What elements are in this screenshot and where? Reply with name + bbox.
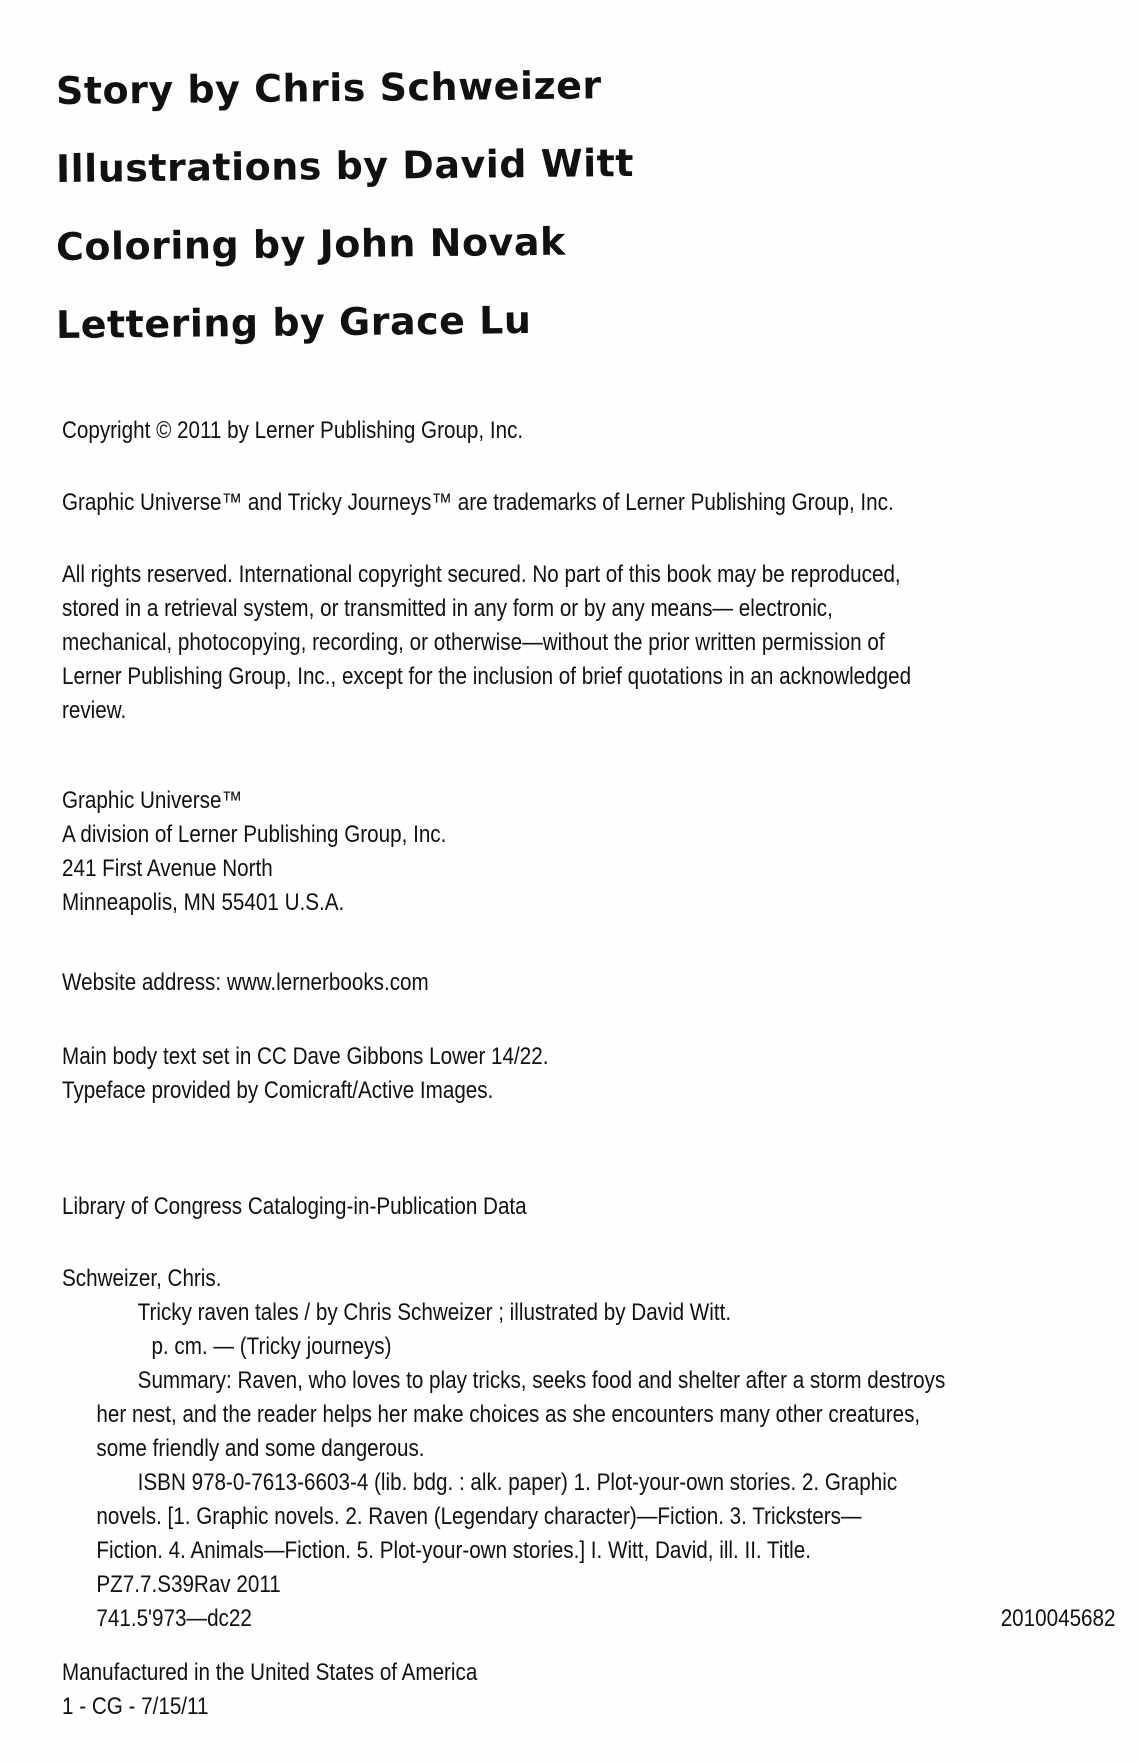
cip-classification: PZ7.7.S39Rav 2011 <box>96 1571 281 1598</box>
cip-record <box>62 1262 1116 1636</box>
publisher-city: Minneapolis, MN 55401 U.S.A. <box>62 889 345 916</box>
rights-line: stored in a retrieval system, or transmitted in any form or by any means— electronic, <box>62 595 833 622</box>
typeface-notice <box>62 1040 939 1108</box>
cip-summary: Summary: Raven, who loves to play tricks, seeks food and shelter after a storm destroys <box>137 1367 946 1394</box>
credit-lettering: Lettering by Grace Lu <box>55 298 532 347</box>
credits-block <box>56 52 634 364</box>
rights-line: review. <box>62 697 127 724</box>
typeface-line: Typeface provided by Comicraft/Active Images. <box>62 1077 494 1104</box>
cip-summary: some friendly and some dangerous. <box>96 1435 425 1462</box>
cip-dewey-row <box>62 1602 1116 1636</box>
credit-coloring: Coloring by John Novak <box>55 219 566 269</box>
rights-line: All rights reserved. International copyright secured. No part of this book may be reproduced, <box>62 561 901 588</box>
manufacturing-notice <box>62 1656 939 1724</box>
rights-line: mechanical, photocopying, recording, or otherwise—without the prior written permission of <box>62 629 885 656</box>
rights-notice <box>62 558 939 728</box>
cip-heading-line: Library of Congress Cataloging-in-Publication Data <box>62 1193 527 1220</box>
trademark-line: Graphic Universe™ and Tricky Journeys™ are trademarks of Lerner Publishing Group, Inc. <box>62 489 894 516</box>
copyright-line: Copyright © 2011 by Lerner Publishing Group, Inc. <box>62 417 524 444</box>
publisher-name: Graphic Universe™ <box>62 787 243 814</box>
publisher-street: 241 First Avenue North <box>62 855 273 882</box>
manufacturing-line: Manufactured in the United States of America <box>62 1659 478 1686</box>
rights-line: Lerner Publishing Group, Inc., except for the inclusion of brief quotations in an acknowledged <box>62 663 912 690</box>
credit-story: Story by Chris Schweizer <box>55 63 602 113</box>
cip-title: Tricky raven tales / by Chris Schweizer ; illustrated by David Witt. <box>137 1299 732 1326</box>
cip-summary: her nest, and the reader helps her make choices as she encounters many other creatures, <box>96 1401 921 1428</box>
publisher-division: A division of Lerner Publishing Group, Inc. <box>62 821 447 848</box>
cip-lccn: 2010045682 <box>1000 1605 1116 1632</box>
trademark-notice <box>62 486 939 520</box>
cip-isbn: ISBN 978-0-7613-6603-4 (lib. bdg. : alk. paper) 1. Plot-your-own stories. 2. Graphic <box>137 1469 898 1496</box>
cip-dewey: 741.5'973—dc22 <box>96 1605 252 1632</box>
cip-isbn: Fiction. 4. Animals—Fiction. 5. Plot-your-own stories.] I. Witt, David, ill. II. Title. <box>96 1537 811 1564</box>
cip-isbn: novels. [1. Graphic novels. 2. Raven (Legendary character)—Fiction. 3. Tricksters— <box>96 1503 862 1530</box>
credit-illustrations: Illustrations by David Witt <box>55 140 635 191</box>
publisher-address <box>62 784 939 920</box>
copyright-notice <box>62 414 939 448</box>
cip-author: Schweizer, Chris. <box>62 1265 222 1292</box>
printing-code: 1 - CG - 7/15/11 <box>62 1693 209 1720</box>
typeface-line: Main body text set in CC Dave Gibbons Lower 14/22. <box>62 1043 549 1070</box>
website-line: Website address: www.lernerbooks.com <box>62 969 429 996</box>
cip-heading <box>62 1190 939 1224</box>
website-notice <box>62 966 939 1000</box>
cip-physical: p. cm. — (Tricky journeys) <box>151 1333 392 1360</box>
